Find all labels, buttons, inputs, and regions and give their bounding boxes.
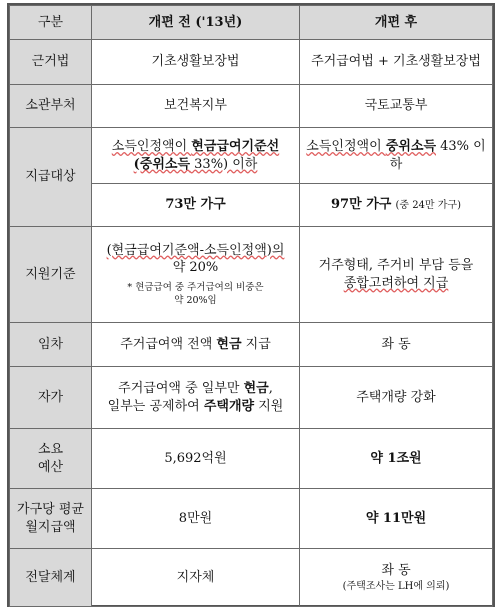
standard-before-line2: 약 20% (172, 260, 219, 276)
row-label-own: 자가 (10, 367, 92, 429)
target-after-emph: 중위소득 (385, 138, 436, 154)
own-before-emph2: 주택개량 (203, 398, 255, 414)
table-row-target (10, 128, 493, 184)
avg-before: 8만원 (92, 489, 300, 549)
basis-before: 기초생활보장법 (92, 40, 300, 85)
target-after-text1: 소득인정액이 (306, 138, 386, 154)
row-label-budget-line1: 소요 (37, 441, 64, 457)
target-before-line1 (96, 138, 295, 156)
target-count-after (300, 184, 493, 227)
row-label-rent: 임차 (10, 323, 92, 367)
target-before-emph1: 현금급여기준선 (191, 138, 280, 154)
header-before: 개편 전 ('13년) (92, 6, 300, 40)
header-category: 구분 (10, 6, 92, 40)
rent-before-text2: 지급 (241, 336, 271, 352)
row-label-target: 지급대상 (10, 128, 92, 227)
budget-before: 5,692억원 (92, 429, 300, 489)
table-row-budget (10, 429, 493, 489)
own-before-text2: 일부는 공제하여 (107, 398, 204, 414)
target-before (92, 128, 300, 184)
table-row-standard (10, 227, 493, 323)
table-row-ministry (10, 85, 493, 128)
own-before-line1 (96, 380, 295, 398)
target-after-text2: 43% 이하 (389, 138, 486, 172)
housing-benefit-comparison-table (9, 5, 493, 607)
row-label-delivery: 전달체계 (10, 549, 92, 607)
target-count-after-note: (중 24만 가구) (395, 200, 461, 212)
target-after (300, 128, 493, 184)
target-count-after-value: 97만 가구 (331, 197, 392, 213)
basis-after: 주거급여법 + 기초생활보장법 (300, 40, 493, 85)
ministry-before: 보건복지부 (92, 85, 300, 128)
row-label-avg (10, 489, 92, 549)
budget-after: 약 1조원 (300, 429, 493, 489)
standard-before-note1: * 현금급여 중 주거급여의 비중은 (127, 281, 264, 293)
comparison-table-frame (7, 3, 495, 607)
standard-before-line1: (현금급여기준액-소득인정액)의 (106, 242, 285, 258)
table-row-own (10, 367, 493, 429)
own-before-emph1: 현금 (243, 380, 269, 396)
table-row-rent (10, 323, 493, 367)
target-before-line2 (96, 156, 295, 174)
delivery-before: 지자체 (92, 549, 300, 607)
target-before-emph2: (중위소득 (133, 156, 191, 172)
ministry-after: 국토교통부 (300, 85, 493, 128)
own-before-text3: 지원 (254, 398, 284, 414)
row-label-basis: 근거법 (10, 40, 92, 85)
delivery-after (300, 549, 493, 607)
table-row-basis (10, 40, 493, 85)
standard-before-note2: 약 20%임 (174, 295, 217, 307)
row-label-budget (10, 429, 92, 489)
standard-after-line2: 종합고려하여 지급 (343, 275, 449, 291)
target-before-text1: 소득인정액이 (111, 138, 192, 154)
own-after: 주택개량 강화 (300, 367, 493, 429)
rent-before-emph: 현금 (216, 336, 242, 352)
header-after: 개편 후 (300, 6, 493, 40)
row-label-ministry: 소관부처 (10, 85, 92, 128)
row-label-avg-line2: 월지급액 (25, 519, 76, 535)
own-before-line2 (96, 398, 295, 416)
own-before (92, 367, 300, 429)
standard-after-line1: 거주형태, 주거비 부담 등을 (318, 257, 474, 273)
header-row (10, 6, 493, 40)
row-label-avg-line1: 가구당 평균 (17, 501, 84, 517)
target-before-text2: 33%) 이하 (190, 156, 258, 172)
avg-after: 약 11만원 (300, 489, 493, 549)
standard-after (300, 227, 493, 323)
target-count-before: 73만 가구 (92, 184, 300, 227)
delivery-after-line2: (주택조사는 LH에 의뢰) (342, 580, 450, 592)
row-label-standard: 지원기준 (10, 227, 92, 323)
standard-before (92, 227, 300, 323)
row-label-budget-line2: 예산 (37, 459, 64, 475)
rent-before (92, 323, 300, 367)
table-row-delivery (10, 549, 493, 607)
rent-after: 좌 동 (300, 323, 493, 367)
rent-before-text1: 주거급여액 전액 (120, 336, 217, 352)
table-row-avg (10, 489, 493, 549)
own-before-comma: , (268, 380, 273, 396)
delivery-after-line1: 좌 동 (381, 562, 411, 578)
own-before-text1: 주거급여액 중 일부만 (118, 380, 244, 396)
